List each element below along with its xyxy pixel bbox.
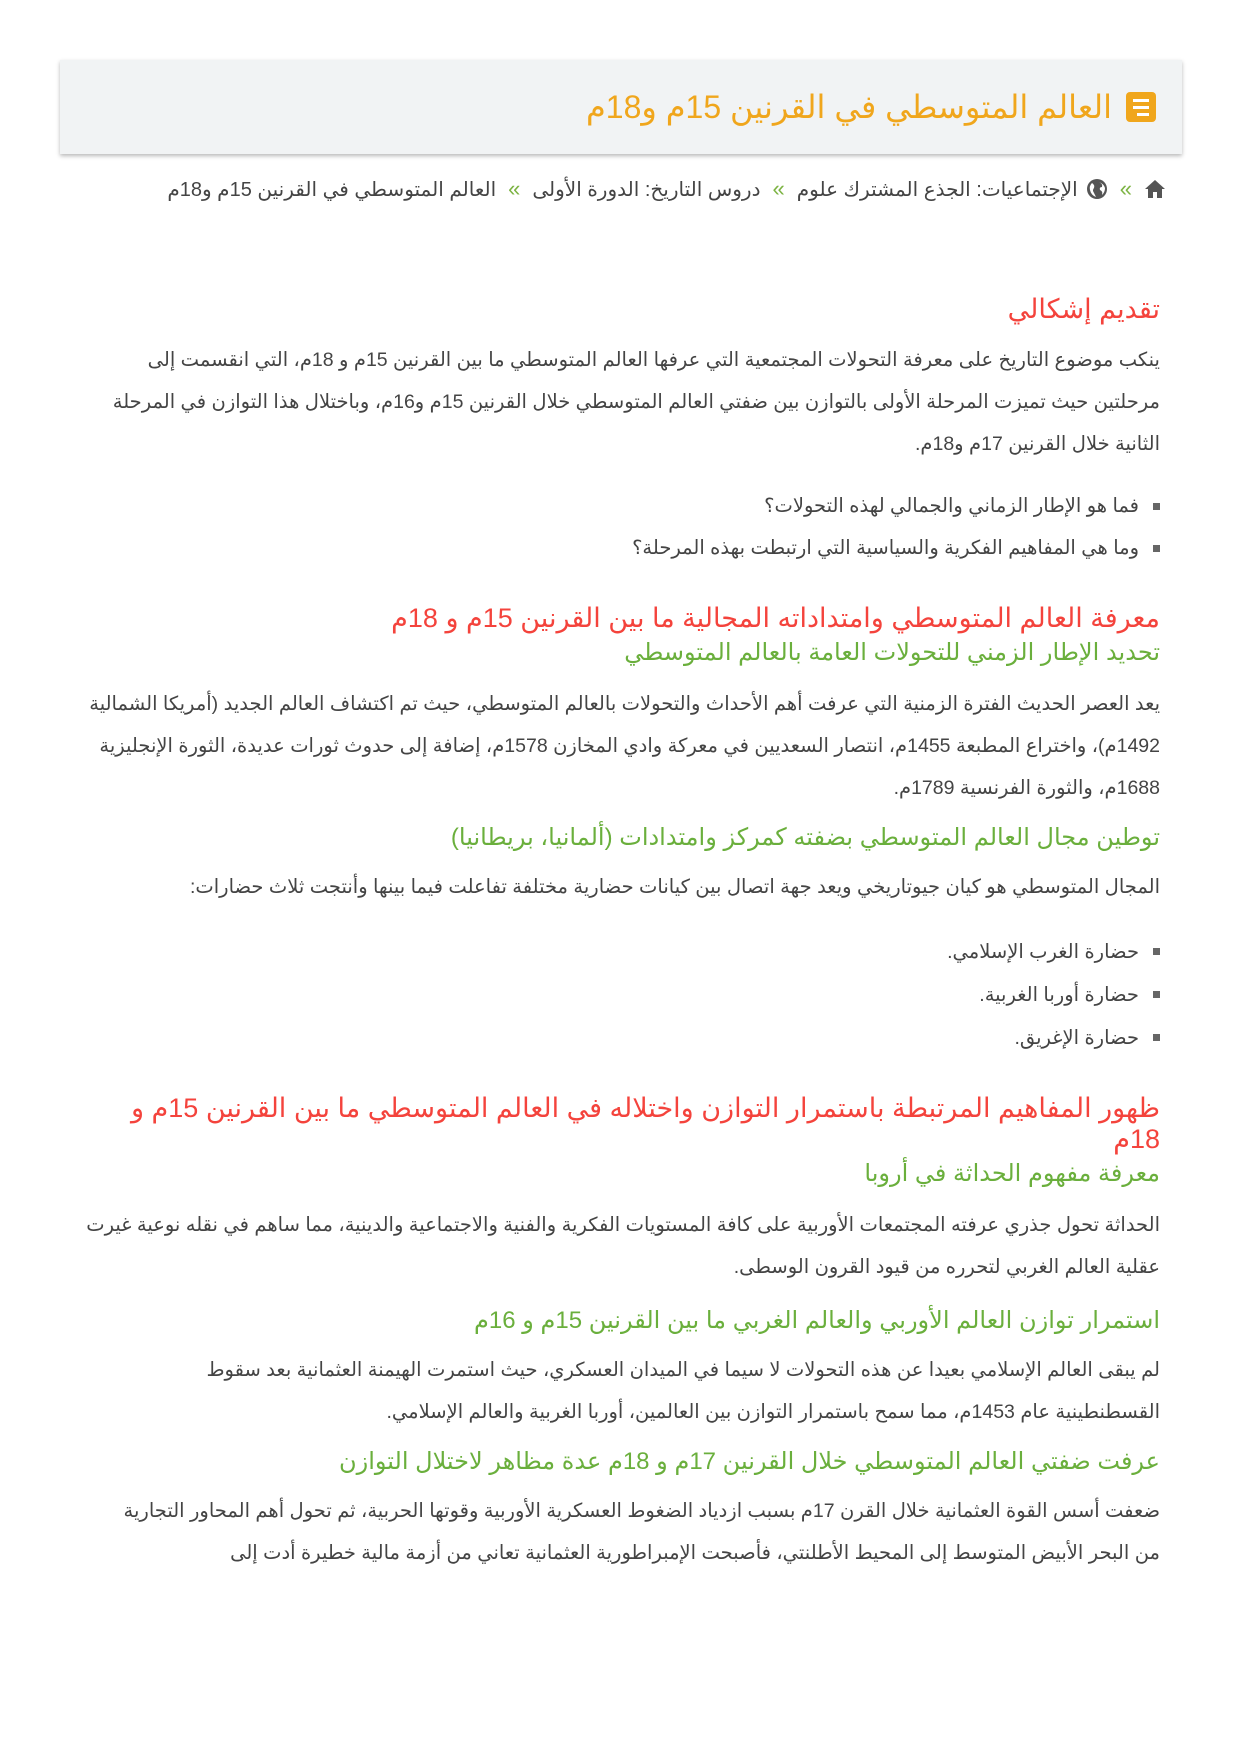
intro-questions [80, 485, 1160, 569]
breadcrumb-separator: » [772, 176, 785, 201]
bullet-square-icon [1153, 503, 1160, 510]
section2-sub1-heading: معرفة مفهوم الحداثة في أروبا [864, 1160, 1160, 1187]
page-title: العالم المتوسطي في القرنين 15م و18م [585, 89, 1112, 125]
section2-sub3-paragraph: ضعفت أسس القوة العثمانية خلال القرن 17م بسبب ازدياد الضغوط العسكرية الأوربية وقوتها الحربية، ثم تحول أهم المحاور التجارية من البحر الأبيض المتوسط إلى المحيط الأطلنتي، فأصبحت الإمبراطورية العثمانية تعاني من أزمة مالية خطيرة أدت إلى [123, 1500, 1160, 1564]
section2-sub2-heading: استمرار توازن العالم الأوربي والعالم الغربي ما بين القرنين 15م و 16م [474, 1307, 1160, 1334]
title-card [60, 60, 1182, 154]
section2-sub1-paragraph: الحداثة تحول جذري عرفته المجتمعات الأوربية على كافة المستويات الفكرية والفنية والاجتماعية والدينية، مما ساهم في نقله نوعية غيرت عقلية العالم الغربي لتحرره من قيود القرون الوسطى. [86, 1214, 1160, 1278]
intro-heading: تقديم إشكالي [1007, 294, 1160, 324]
section2-heading: ظهور المفاهيم المرتبطة باستمرار التوازن واختلاله في العالم المتوسطي ما بين القرنين 15م و 18م [131, 1093, 1160, 1154]
article-content [80, 294, 1160, 1574]
list-item: وما هي المفاهيم الفكرية والسياسية التي ارتبطت بهذه المرحلة؟ [80, 527, 1160, 569]
list-item: حضارة الإغريق. [80, 1016, 1160, 1059]
list-item: حضارة الغرب الإسلامي. [80, 930, 1160, 973]
document-icon [1126, 92, 1156, 122]
section1-heading: معرفة العالم المتوسطي وامتداداته المجالية ما بين القرنين 15م و 18م [391, 603, 1160, 633]
section1-sub2-heading: توطين مجال العالم المتوسطي بضفته كمركز وامتدادات (ألمانيا، بريطانيا) [450, 824, 1160, 851]
breadcrumb-separator: » [1119, 176, 1132, 201]
breadcrumb-separator: » [508, 176, 521, 201]
intro-paragraph: ينكب موضوع التاريخ على معرفة التحولات المجتمعية التي عرفها العالم المتوسطي ما بين القرنين 15م و 18م، التي انقسمت إلى مرحلتين حيث تميزت المرحلة الأولى بالتوازن بين ضفتي العالم المتوسطي خلال القرنين 15م و16م، وباختلال هذا التوازن في المرحلة الثانية خلال القرنين 17م و18م. [112, 349, 1160, 455]
home-icon[interactable] [1144, 179, 1166, 199]
bullet-square-icon [1153, 948, 1160, 955]
breadcrumb [167, 176, 1166, 202]
section2-sub3-heading: عرفت ضفتي العالم المتوسطي خلال القرنين 17م و 18م عدة مظاهر لاختلال التوازن [339, 1448, 1160, 1475]
section1-sub1-heading: تحديد الإطار الزمني للتحولات العامة بالعالم المتوسطي [624, 639, 1160, 666]
breadcrumb-item-social-studies[interactable]: الإجتماعيات: الجذع المشترك علوم [796, 178, 1078, 201]
list-item: فما هو الإطار الزماني والجمالي لهذه التحولات؟ [80, 485, 1160, 527]
breadcrumb-item-history-lessons[interactable]: دروس التاريخ: الدورة الأولى [532, 178, 761, 201]
section2-sub2-paragraph: لم يبقى العالم الإسلامي بعيدا عن هذه التحولات لا سيما في الميدان العسكري، حيث استمرت الهيمنة العثمانية بعد سقوط القسطنطينية عام 1453م، مما سمح باستمرار التوازن بين العالمين، أوربا الغربية والعالم الإسلامي. [206, 1359, 1160, 1423]
bullet-square-icon [1153, 545, 1160, 552]
globe-icon [1086, 178, 1108, 200]
bullet-square-icon [1153, 991, 1160, 998]
section1-sub1-paragraph: يعد العصر الحديث الفترة الزمنية التي عرفت أهم الأحداث والتحولات بالعالم المتوسطي، حيث تم اكتشاف العالم الجديد (أمريكا الشمالية 1492م)، واختراع المطبعة 1455م، انتصار السعديين في معركة وادي المخازن 1578م، إضافة إلى حدوث ثورات عديدة، الثورة الإنجليزية 1688م، والثورة الفرنسية 1789م. [89, 693, 1160, 799]
breadcrumb-item-current: العالم المتوسطي في القرنين 15م و18م [167, 178, 497, 201]
civilizations-list [80, 930, 1160, 1059]
section1-sub2-paragraph: المجال المتوسطي هو كيان جيوتاريخي ويعد جهة اتصال بين كيانات حضارية مختلفة تفاعلت فيما بينها وأنتجت ثلاث حضارات: [189, 876, 1160, 898]
list-item: حضارة أوربا الغربية. [80, 973, 1160, 1016]
bullet-square-icon [1153, 1034, 1160, 1041]
